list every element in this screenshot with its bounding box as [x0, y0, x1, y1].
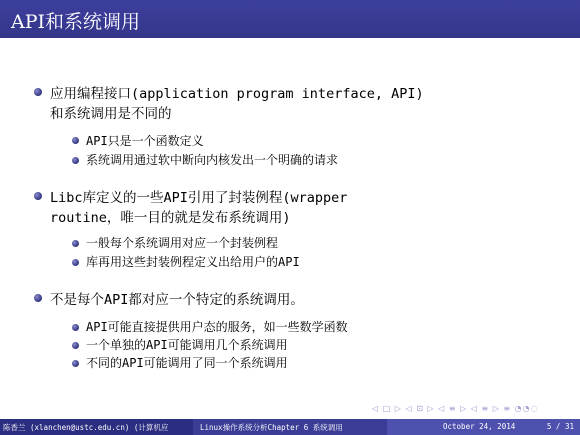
sub-bullet-icon — [72, 157, 79, 164]
item-1-line-2: 和系统调用是不同的 — [50, 106, 172, 122]
sub-bullet-icon — [72, 240, 79, 247]
title-bar — [0, 0, 580, 38]
item-3-line-1: 不是每个API都对应一个特定的系统调用。 — [50, 292, 304, 308]
bullet-icon — [34, 192, 42, 200]
footer-date-page — [387, 419, 580, 435]
sub-bullet-icon — [72, 259, 79, 266]
footer-course: Linux操作系统分析Chapter 6 系统调用 — [193, 419, 387, 435]
slide-title: API和系统调用 — [11, 11, 141, 33]
navigation-symbols[interactable]: ◁ □ ▷ ◁ ⊡ ▷ ◁ ≡ ▷ ◁ ≡ ▷ ≡ ◔◔◌ — [372, 404, 539, 413]
footer-author: 陈香兰 (xlanchen@ustc.edu.cn) (计算机应 — [0, 419, 193, 435]
item-3-sub-1: API可能直接提供用户态的服务，如一些数学函数 — [86, 320, 348, 334]
item-1-sub-2: 系统调用通过软中断向内核发出一个明确的请求 — [86, 153, 339, 167]
item-2-sub-2: 库再用这些封装例程定义出给用户的API — [86, 255, 300, 269]
bullet-icon — [34, 88, 42, 96]
bullet-icon — [34, 294, 42, 302]
sub-bullet-icon — [72, 137, 79, 144]
item-1-line-1: 应用编程接口(application program interface, API) — [50, 86, 424, 102]
footer-date: October 24, 2014 — [443, 422, 516, 431]
sub-bullet-icon — [72, 342, 79, 349]
item-2-line-2: routine，唯一目的就是发布系统调用) — [50, 210, 291, 226]
footer-page: 5 / 31 — [546, 422, 574, 431]
item-3-sub-2: 一个单独的API可能调用几个系统调用 — [86, 338, 288, 352]
item-3-sub-3: 不同的API可能调用了同一个系统调用 — [86, 356, 288, 370]
sub-bullet-icon — [72, 360, 79, 367]
item-1-sub-1: API只是一个函数定义 — [86, 134, 204, 148]
sub-bullet-icon — [72, 324, 79, 331]
item-2-line-1: Libc库定义的一些API引用了封装例程(wrapper — [50, 190, 348, 206]
item-2-sub-1: 一般每个系统调用对应一个封装例程 — [86, 236, 279, 250]
footer — [0, 419, 580, 435]
